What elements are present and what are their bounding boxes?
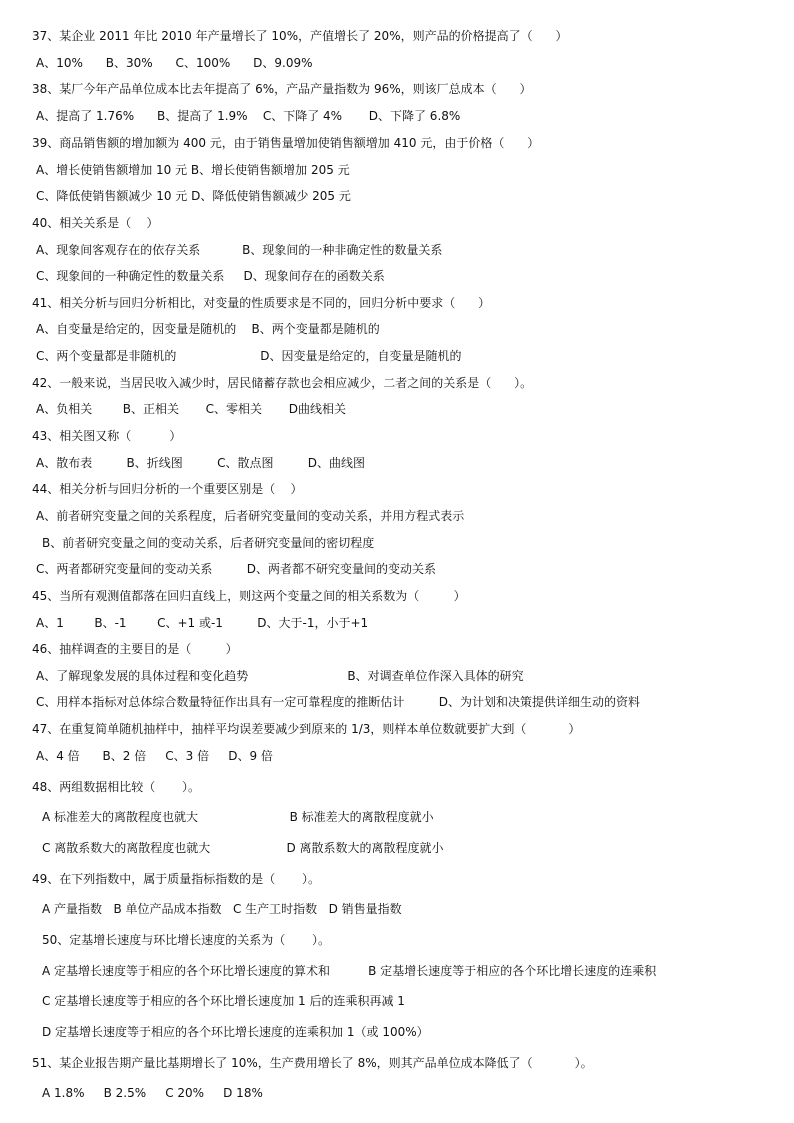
options-41-ab: A、自变量是给定的，因变量是随机的 B、两个变量都是随机的: [36, 322, 380, 336]
options-40-ab: A、现象间客观存在的依存关系 B、现象间的一种非确定性的数量关系: [36, 243, 443, 257]
question-50: 50、定基增长速度与环比增长速度的关系为（ ）。: [42, 933, 330, 947]
question-51: 51、某企业报告期产量比基期增长了 10%，生产费用增长了 8%，则其产品单位成本降低了（ ）。: [32, 1056, 593, 1070]
options-39-cd: C、降低使销售额减少 10 元 D、降低使销售额减少 205 元: [36, 189, 351, 203]
options-42: A、负相关 B、正相关 C、零相关 D曲线相关: [36, 402, 346, 416]
options-48-ab: A 标准差大的离散程度也就大 B 标准差大的离散程度就小: [42, 810, 434, 824]
options-44-a: A、前者研究变量之间的关系程度，后者研究变量间的变动关系，并用方程式表示: [36, 509, 465, 523]
options-39-ab: A、增长使销售额增加 10 元 B、增长使销售额增加 205 元: [36, 163, 350, 177]
question-41: 41、相关分析与回归分析相比，对变量的性质要求是不同的，回归分析中要求（ ）: [32, 296, 491, 310]
options-38: A、提高了 1.76% B、提高了 1.9% C、下降了 4% D、下降了 6.8%: [36, 109, 461, 123]
question-46: 46、抽样调查的主要目的是（ ）: [32, 642, 238, 656]
question-38: 38、某厂今年产品单位成本比去年提高了 6%，产品产量指数为 96%，则该厂总成本（ ）: [32, 82, 532, 96]
question-48: 48、两组数据相比较（ ）。: [32, 780, 200, 794]
options-45: A、1 B、-1 C、+1 或-1 D、大于-1，小于+1: [36, 616, 369, 630]
question-40: 40、相关关系是（ ）: [32, 216, 159, 230]
options-51: A 1.8% B 2.5% C 20% D 18%: [42, 1086, 263, 1100]
options-46-ab: A、了解现象发展的具体过程和变化趋势 B、对调查单位作深入具体的研究: [36, 669, 524, 683]
question-42: 42、一般来说，当居民收入减少时，居民储蓄存款也会相应减少，二者之间的关系是（ ）。: [32, 376, 533, 390]
options-47: A、4 倍 B、2 倍 C、3 倍 D、9 倍: [36, 749, 273, 763]
question-44: 44、相关分析与回归分析的一个重要区别是（ ）: [32, 482, 303, 496]
options-44-b: B、前者研究变量之间的变动关系，后者研究变量间的密切程度: [42, 536, 375, 550]
options-49: A 产量指数 B 单位产品成本指数 C 生产工时指数 D 销售量指数: [42, 902, 402, 916]
question-45: 45、当所有观测值都落在回归直线上，则这两个变量之间的相关系数为（ ）: [32, 589, 466, 603]
question-43: 43、相关图又称（ ）: [32, 429, 182, 443]
question-39: 39、商品销售额的增加额为 400 元，由于销售量增加使销售额增加 410 元，由于价格（ ）: [32, 136, 540, 150]
options-43: A、散布表 B、折线图 C、散点图 D、曲线图: [36, 456, 366, 470]
options-48-cd: C 离散系数大的离散程度也就大 D 离散系数大的离散程度就小: [42, 841, 444, 855]
question-47: 47、在重复简单随机抽样中，抽样平均误差要减少到原来的 1/3，则样本单位数就要扩大到（ ）: [32, 722, 581, 736]
question-49: 49、在下列指数中，属于质量指标指数的是（ ）。: [32, 872, 320, 886]
options-50-d: D 定基增长速度等于相应的各个环比增长速度的连乘积加 1（或 100%）: [42, 1025, 429, 1039]
options-46-cd: C、用样本指标对总体综合数量特征作出具有一定可靠程度的推断估计 D、为计划和决策提供详细生动的资料: [36, 695, 640, 709]
options-37: A、10% B、30% C、100% D、9.09%: [36, 56, 313, 70]
options-44-cd: C、两者都研究变量间的变动关系 D、两者都不研究变量间的变动关系: [36, 562, 436, 576]
options-50-ab: A 定基增长速度等于相应的各个环比增长速度的算术和 B 定基增长速度等于相应的各个环比增长速度的连乘积: [42, 964, 657, 978]
options-41-cd: C、两个变量都是非随机的 D、因变量是给定的，自变量是随机的: [36, 349, 462, 363]
options-40-cd: C、现象间的一种确定性的数量关系 D、现象间存在的函数关系: [36, 269, 385, 283]
question-37: 37、某企业 2011 年比 2010 年产量增长了 10%，产值增长了 20%，则产品的价格提高了（ ）: [32, 29, 568, 43]
options-50-c: C 定基增长速度等于相应的各个环比增长速度加 1 后的连乘积再减 1: [42, 994, 405, 1008]
